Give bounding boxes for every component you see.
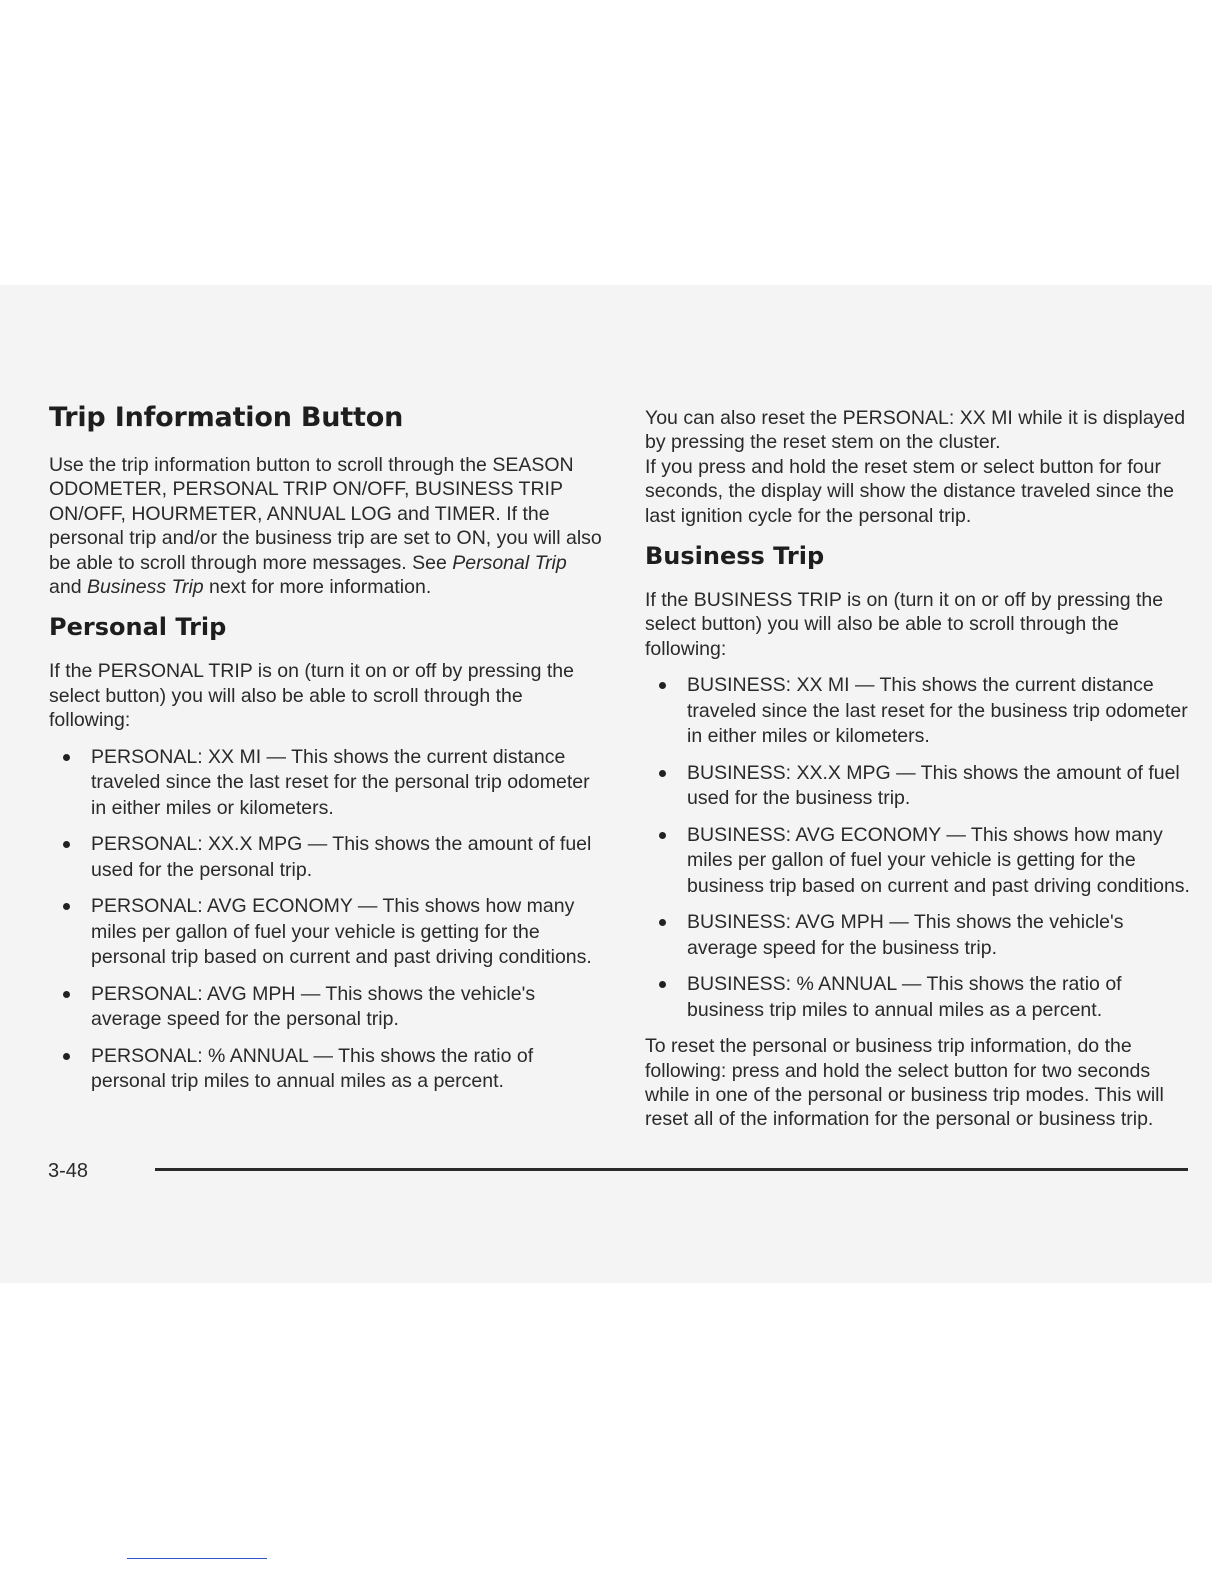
bullet-icon bbox=[63, 841, 70, 848]
bullet-icon bbox=[63, 754, 70, 761]
list-item-text: PERSONAL: AVG MPH — This shows the vehicle's average speed for the personal trip. bbox=[91, 982, 536, 1031]
business-trip-reference: Business Trip bbox=[86, 576, 204, 599]
list-item-text: PERSONAL: % ANNUAL — This shows the ratio of personal trip miles to annual miles as a percent. bbox=[91, 1044, 534, 1093]
personal-trip-list bbox=[49, 745, 604, 1095]
list-item bbox=[49, 745, 604, 822]
reset-paragraph-2: If you press and hold the reset stem or select button for four seconds, the display will show the distance traveled since the last ignition cycle for the personal trip. bbox=[645, 455, 1174, 527]
bottom-link-underline bbox=[127, 1558, 267, 1559]
footer-divider bbox=[155, 1168, 1188, 1171]
bullet-icon bbox=[63, 903, 70, 910]
bullet-icon bbox=[63, 991, 70, 998]
personal-trip-intro: If the PERSONAL TRIP is on (turn it on or off by pressing the select button) you will also be able to scroll through the following: bbox=[49, 660, 574, 732]
bullet-icon bbox=[659, 832, 666, 839]
list-item-text: BUSINESS: AVG MPH — This shows the vehicle's average speed for the business trip. bbox=[687, 911, 1124, 959]
list-item bbox=[645, 673, 1190, 750]
list-item-text: BUSINESS: % ANNUAL — This shows the ratio of business trip miles to annual miles as a percent. bbox=[687, 973, 1122, 1021]
trip-information-intro bbox=[49, 453, 604, 599]
intro-tail: next for more information. bbox=[203, 576, 432, 599]
list-item bbox=[49, 1044, 604, 1095]
bullet-icon bbox=[659, 770, 666, 777]
list-item bbox=[645, 761, 1190, 812]
bullet-icon bbox=[659, 919, 666, 926]
list-item bbox=[645, 972, 1190, 1023]
business-trip-heading: Business Trip bbox=[645, 542, 825, 571]
reset-instructions: To reset the personal or business trip information, do the following: press and hold the select button for two seconds while in one of the personal or business trip modes. This will reset all of the information for the personal or business trip. bbox=[645, 1035, 1164, 1131]
business-trip-list bbox=[645, 673, 1190, 1023]
list-item-text: PERSONAL: AVG ECONOMY — This shows how many miles per gallon of fuel your vehicle is getting for the personal trip based on current and past driving conditions. bbox=[91, 895, 592, 969]
right-column bbox=[645, 406, 1190, 1132]
left-column bbox=[49, 402, 604, 1106]
list-item-text: BUSINESS: XX MI — This shows the current distance traveled since the last reset for the business trip odometer in either miles or kilometers. bbox=[687, 674, 1188, 748]
list-item bbox=[49, 982, 604, 1033]
bullet-icon bbox=[659, 682, 666, 689]
trip-information-button-heading: Trip Information Button bbox=[49, 402, 404, 433]
list-item bbox=[49, 894, 604, 971]
list-item-text: BUSINESS: XX.X MPG — This shows the amount of fuel used for the business trip. bbox=[687, 761, 1180, 810]
list-item bbox=[645, 823, 1190, 900]
list-item-text: PERSONAL: XX.X MPG — This shows the amount of fuel used for the personal trip. bbox=[91, 833, 592, 881]
list-item-text: BUSINESS: AVG ECONOMY — This shows how many miles per gallon of fuel your vehicle is getting for the business trip based on current and past driving conditions. bbox=[687, 823, 1190, 897]
bullet-icon bbox=[659, 981, 666, 988]
list-item-text: PERSONAL: XX MI — This shows the current distance traveled since the last reset for the personal trip odometer in either miles or kilometers. bbox=[91, 745, 590, 819]
reset-paragraph-1: You can also reset the PERSONAL: XX MI while it is displayed by pressing the reset stem on the cluster. bbox=[645, 407, 1186, 454]
list-item bbox=[645, 910, 1190, 961]
intro-and: and bbox=[49, 576, 87, 599]
personal-trip-heading: Personal Trip bbox=[49, 613, 227, 642]
bullet-icon bbox=[63, 1053, 70, 1060]
list-item bbox=[49, 832, 604, 883]
business-trip-intro: If the BUSINESS TRIP is on (turn it on or off by pressing the select button) you will also be able to scroll through the following: bbox=[645, 589, 1164, 660]
page-number: 3-48 bbox=[48, 1160, 89, 1182]
intro-text: Use the trip information button to scroll through the SEASON ODOMETER, PERSONAL TRIP ON/OFF, BUSINESS TRIP ON/OFF, HOURMETER, ANNUAL LOG and TIMER. If the personal trip and/or the business trip are set to ON, you will also be able to scroll through more messages. See bbox=[49, 454, 602, 574]
personal-trip-reference: Personal Trip bbox=[452, 551, 567, 574]
